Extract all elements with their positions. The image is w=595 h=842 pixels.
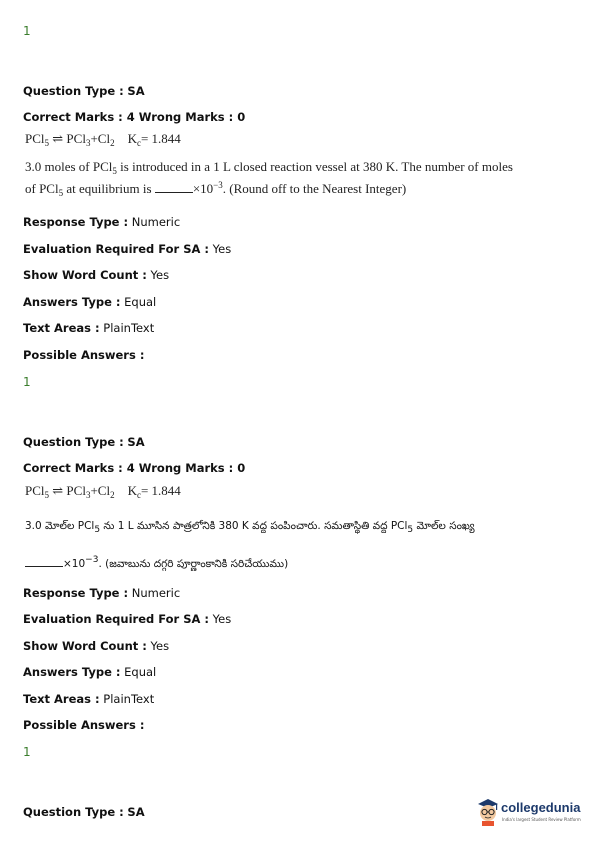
answer-blank bbox=[155, 182, 193, 193]
response-type: Response Type : Numeric bbox=[23, 586, 181, 600]
possible-answer: 1 bbox=[23, 745, 31, 759]
logo-name: collegedunia bbox=[501, 800, 581, 815]
marks-line: Correct Marks : 4 Wrong Marks : 0 bbox=[23, 461, 246, 475]
text-areas: Text Areas : PlainText bbox=[23, 692, 155, 706]
question-text-telugu-line-1: 3.0 మోల్‌ల PCl$_5$ ను 1 L మూసిన పాత్రలోనికి 380 K వద్ద పంపించారు. సమతాస్థితి వద్ద PCl$_5$ మోల్‌ల సంఖ్య bbox=[25, 520, 475, 535]
possible-answers-label: Possible Answers : bbox=[23, 348, 145, 362]
response-type: Response Type : Numeric bbox=[23, 215, 181, 229]
answer-blank bbox=[25, 556, 63, 567]
mascot-icon bbox=[475, 796, 501, 826]
answers-type: Answers Type : Equal bbox=[23, 295, 157, 309]
page-number: 1 bbox=[23, 24, 31, 38]
marks-line: Correct Marks : 4 Wrong Marks : 0 bbox=[23, 110, 246, 124]
text-areas: Text Areas : PlainText bbox=[23, 321, 155, 335]
equation: PCl$_5$ ⇌ $PCl_3+Cl_2$ $K_c= 1.844$ bbox=[25, 483, 181, 500]
question-type: Question Type : SA bbox=[23, 805, 145, 819]
answers-type: Answers Type : Equal bbox=[23, 665, 157, 679]
evaluation-required: Evaluation Required For SA : Yes bbox=[23, 612, 232, 626]
question-type: Question Type : SA bbox=[23, 84, 145, 98]
logo-tagline: India's largest Student Review Platform bbox=[502, 817, 581, 822]
show-word-count: Show Word Count : Yes bbox=[23, 639, 170, 653]
collegedunia-logo bbox=[475, 796, 590, 830]
evaluation-required: Evaluation Required For SA : Yes bbox=[23, 242, 232, 256]
question-text-line-2: of PCl$_5$ at equilibrium is $\times 10^{-3}$. (Round off to the Nearest Integer) bbox=[25, 180, 407, 198]
question-text-telugu-line-2: $\times 10^{-3}$. (జవాబును దగ్గరి పూర్ణాంకానికి సరిచేయుము) bbox=[25, 556, 288, 573]
question-type: Question Type : SA bbox=[23, 435, 145, 449]
equation: PCl$_5$ ⇌ $PCl_3+Cl_2$ $K_c= 1.844$ bbox=[25, 131, 181, 148]
possible-answer: 1 bbox=[23, 375, 31, 389]
question-text-line-1: 3.0 moles of PCl$_5$ is introduced in a 1 L closed reaction vessel at 380 K. The number of moles bbox=[25, 159, 513, 176]
show-word-count: Show Word Count : Yes bbox=[23, 268, 170, 282]
possible-answers-label: Possible Answers : bbox=[23, 718, 145, 732]
